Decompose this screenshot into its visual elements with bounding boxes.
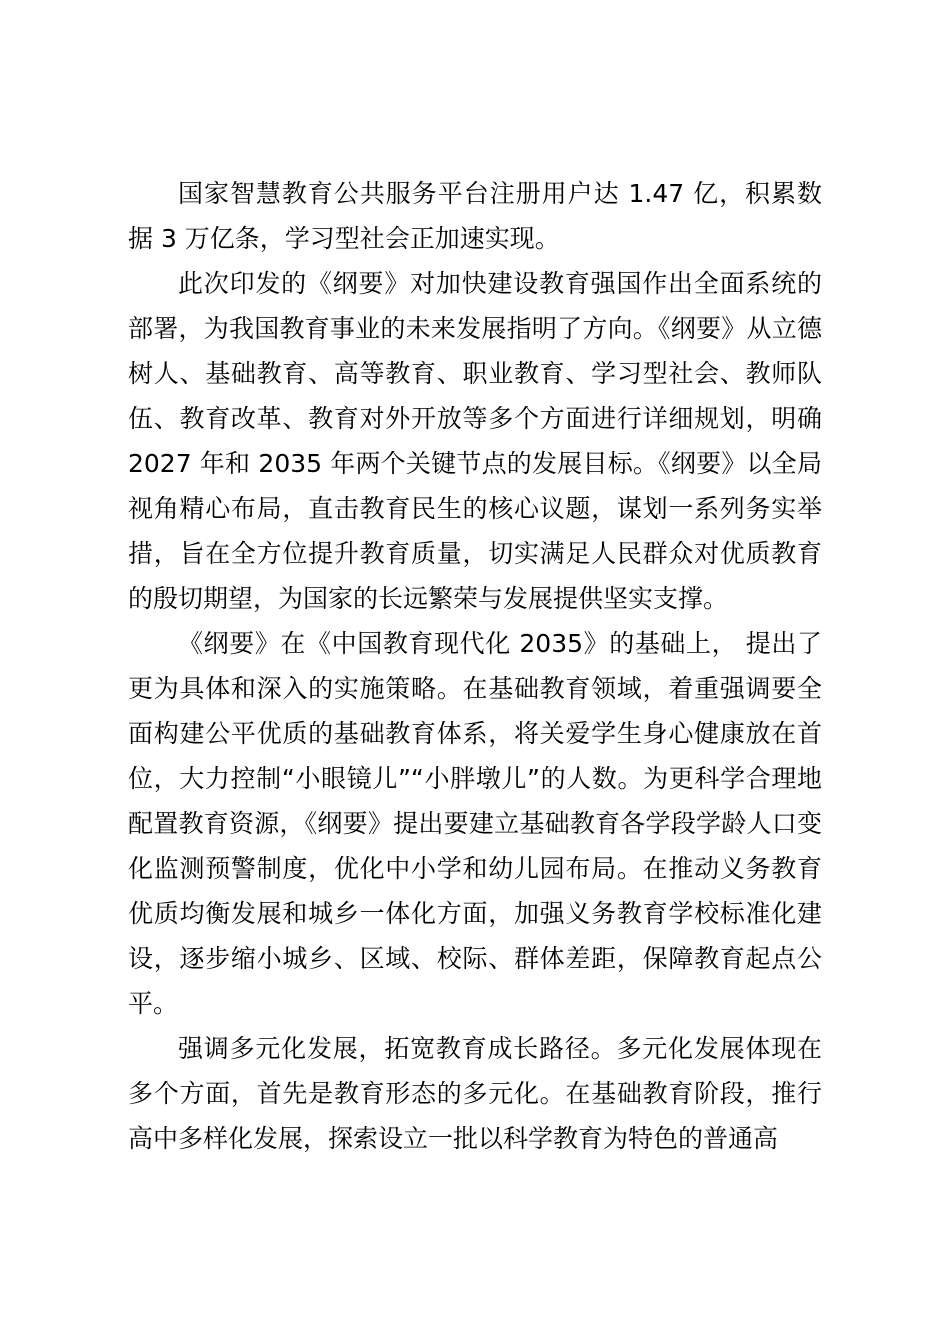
paragraph-diversified-development: 强调多元化发展，拓宽教育成长路径。多元化发展体现在多个方面，首先是教育形态的多元化。在基础教育阶段，推行高中多样化发展，探索设立一批以科学教育为特色的普通高 bbox=[128, 1034, 822, 1153]
paragraph-platform-users: 国家智慧教育公共服务平台注册用户达 1.47 亿，积累数据 3 万亿条，学习型社会正加速实现。 bbox=[128, 179, 822, 253]
document-body bbox=[128, 171, 822, 1161]
paragraph-basic-education-strategy: 《纲要》在《中国教育现代化 2035》的基础上， 提出了更为具体和深入的实施策略。在基础教育领域，着重强调要全面构建公平优质的基础教育体系，将关爱学生身心健康放在首位，大力控制“小眼镜儿”“小胖墩儿”的人数。为更科学合理地配置教育资源，《纲要》提出要建立基础教育各学段学龄人口变化监测预警制度，优化中小学和幼儿园布局。在推动义务教育优质均衡发展和城乡一体化方面，加强义务教育学校标准化建设，逐步缩小城乡、区域、校际、群体差距，保障教育起点公平。 bbox=[128, 629, 822, 1018]
paragraph-outline-deployment: 此次印发的《纲要》对加快建设教育强国作出全面系统的部署，为我国教育事业的未来发展指明了方向。《纲要》从立德树人、基础教育、高等教育、职业教育、学习型社会、教师队伍、教育改革、教育对外开放等多个方面进行详细规划，明确 2027 年和 2035 年两个关键节点的发展目标。《纲要》以全局视角精心布局，直击教育民生的核心议题，谋划一系列务实举措，旨在全方位提升教育质量，切实满足人民群众对优质教育的殷切期望，为国家的长远繁荣与发展提供坚实支撑。 bbox=[128, 269, 822, 613]
